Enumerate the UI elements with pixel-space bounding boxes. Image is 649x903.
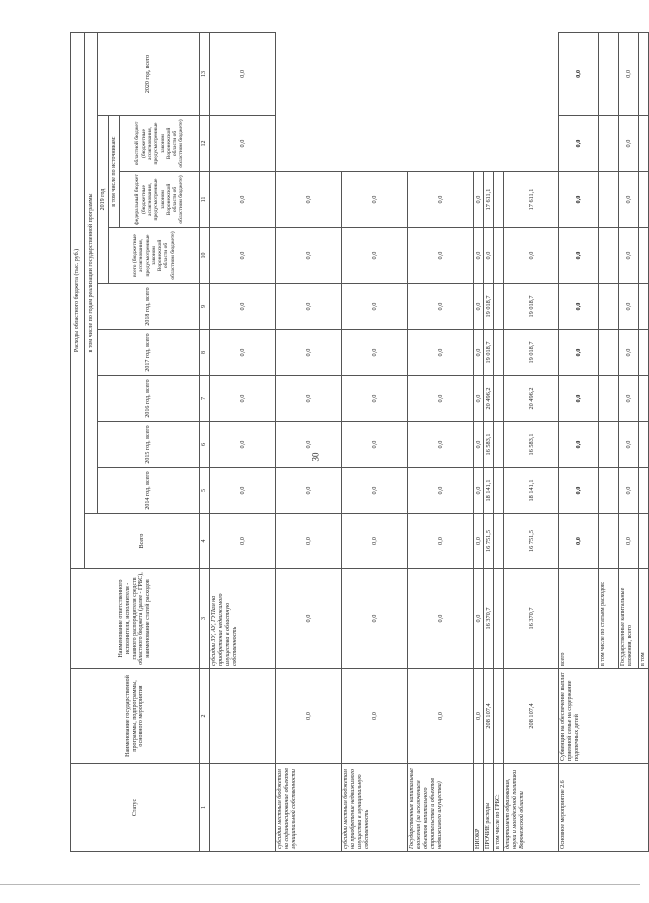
expense-value: 208 107,4 — [484, 669, 494, 764]
expense-value — [639, 172, 649, 228]
expense-label: субсидии местным бюджетам на приобретение недвижимого имущества в муниципальную собственность — [342, 764, 408, 852]
expense-label: в том — [639, 569, 649, 669]
table-row — [559, 32, 599, 851]
expense-label: субсидии местным бюджетам на софинансирование объектов муниципальной собственности — [276, 764, 342, 852]
expense-value: 0,0 — [342, 228, 408, 284]
expense-value — [599, 468, 619, 514]
expense-value: 0,0 — [276, 172, 342, 228]
expense-value — [599, 284, 619, 330]
expense-value — [494, 172, 504, 228]
expense-value — [599, 514, 619, 569]
expense-value: 0,0 — [619, 422, 639, 468]
table-row — [210, 32, 276, 851]
measure-status: Основное мероприятие 2.6 — [559, 764, 649, 852]
expense-value: 0,0 — [210, 514, 276, 569]
expense-value: 0,0 — [210, 172, 276, 228]
page-number: 30 — [310, 452, 321, 462]
expense-value: 0,0 — [408, 569, 474, 669]
expense-label: в том числе по ГРБС: — [494, 764, 504, 852]
column-number: 8 — [200, 330, 210, 376]
expense-value: 0,0 — [210, 284, 276, 330]
table-row — [494, 32, 504, 851]
expense-value: 0,0 — [474, 569, 484, 669]
expense-value — [639, 330, 649, 376]
header-total: Всего — [85, 514, 200, 569]
expense-value: 0,0 — [408, 330, 474, 376]
expense-value: 0,0 — [559, 284, 599, 330]
header-2016: 2016 год, всего — [98, 376, 200, 422]
expense-value: 0,0 — [342, 422, 408, 468]
table-row — [408, 32, 474, 851]
expense-value: 19 018,7 — [504, 330, 559, 376]
expense-value: 0,0 — [559, 376, 599, 422]
footer-rule — [0, 884, 640, 885]
expense-value: 0,0 — [408, 468, 474, 514]
expense-label: НИОКР — [474, 764, 484, 852]
expense-value: 0,0 — [619, 376, 639, 422]
expense-value: 0,0 — [342, 330, 408, 376]
expense-value: 0,0 — [484, 228, 494, 284]
expense-label: в том числе по статьям расходов: — [599, 569, 619, 669]
expense-value — [599, 116, 619, 172]
expense-value — [494, 569, 504, 669]
expense-value: 0,0 — [210, 422, 276, 468]
expense-value: 0,0 — [342, 514, 408, 569]
expense-value: 0,0 — [619, 228, 639, 284]
header-status: Статус — [71, 764, 200, 852]
expense-value: 0,0 — [559, 468, 599, 514]
expense-value: 0,0 — [276, 284, 342, 330]
expense-value: 0,0 — [619, 32, 639, 115]
expense-value: 0,0 — [408, 228, 474, 284]
header-by-years: в том числе по годам реализации государственной программы — [85, 32, 98, 513]
expense-value: 0,0 — [619, 172, 639, 228]
expense-value: 0,0 — [559, 228, 599, 284]
expense-value: 0,0 — [210, 376, 276, 422]
expense-value: 0,0 — [619, 468, 639, 514]
expense-value — [494, 284, 504, 330]
measure-rows — [559, 32, 649, 851]
expense-value — [599, 376, 619, 422]
budget-table — [70, 32, 649, 852]
expense-value: 0,0 — [210, 32, 276, 115]
expense-value: 0,0 — [474, 669, 484, 764]
expense-value: 0,0 — [474, 228, 484, 284]
expense-value: 20 496,2 — [504, 376, 559, 422]
expense-label: всего — [559, 569, 599, 669]
expense-value — [639, 284, 649, 330]
expense-value: 16 370,7 — [484, 569, 494, 669]
expense-value: 0,0 — [619, 330, 639, 376]
expense-value: 16 751,5 — [484, 514, 494, 569]
expense-value: 0,0 — [276, 228, 342, 284]
expense-value: 0,0 — [504, 228, 559, 284]
expense-value — [494, 514, 504, 569]
expense-value: 0,0 — [276, 514, 342, 569]
expense-value — [639, 116, 649, 172]
expense-value: 0,0 — [342, 172, 408, 228]
expense-value: 17 611,1 — [504, 172, 559, 228]
column-number: 6 — [200, 422, 210, 468]
expense-value — [599, 330, 619, 376]
expense-value — [494, 468, 504, 514]
column-number: 2 — [200, 669, 210, 764]
expense-value: 0,0 — [276, 330, 342, 376]
expense-label: ПРОЧИЕ расходы — [484, 764, 494, 852]
expense-value: 0,0 — [559, 422, 599, 468]
expense-value — [639, 422, 649, 468]
expense-value — [494, 228, 504, 284]
expense-value: 0,0 — [210, 116, 276, 172]
expense-label: департамент образования, науки и молодежной политики Воронежской области — [504, 764, 559, 852]
measure-name: Субвенции на обеспечение выплат приемной семье на содержание подопечных детей — [559, 669, 649, 764]
expense-value: 0,0 — [342, 468, 408, 514]
expense-value — [599, 172, 619, 228]
expense-value: 0,0 — [276, 422, 342, 468]
expense-value: 0,0 — [276, 569, 342, 669]
expense-value — [639, 514, 649, 569]
expense-value: 0,0 — [342, 284, 408, 330]
expense-value: 0,0 — [619, 284, 639, 330]
header-program-name: Наименование государственной программы, подпрограммы, основного мероприятия — [71, 669, 200, 764]
expense-value: 0,0 — [474, 284, 484, 330]
expense-value — [494, 376, 504, 422]
expense-value — [494, 422, 504, 468]
column-number: 4 — [200, 514, 210, 569]
header-federal: федеральный бюджет (бюджетные ассигнования, предусмотренные законом Воронежской области об областном бюджете) — [120, 172, 200, 228]
expense-value: 0,0 — [408, 514, 474, 569]
expense-value — [599, 422, 619, 468]
expense-value: 0,0 — [559, 172, 599, 228]
budget-table-rotated — [70, 32, 647, 852]
expense-value — [639, 32, 649, 115]
table-row — [504, 32, 559, 851]
expense-value — [599, 32, 619, 115]
header-2015: 2015 год, всего — [98, 422, 200, 468]
expense-value: 0,0 — [559, 32, 599, 115]
expense-value: 19 018,7 — [504, 284, 559, 330]
expense-value: 18 141,1 — [504, 468, 559, 514]
expense-value: 208 107,4 — [504, 669, 559, 764]
expense-value: 0,0 — [276, 468, 342, 514]
column-number: 9 — [200, 284, 210, 330]
expense-label: Государственные капитальные вложения (за исключением объектов капитального строительства и объектов недвижимого имущества) — [408, 764, 474, 852]
header-expenses-title: Расходы областного бюджета (тыс. руб.) — [71, 32, 85, 568]
expense-value: 0,0 — [408, 376, 474, 422]
column-number: 10 — [200, 228, 210, 284]
expense-value — [639, 376, 649, 422]
expense-rows — [276, 32, 559, 851]
expense-value — [599, 228, 619, 284]
column-numbers-row — [200, 32, 210, 851]
column-number: 5 — [200, 468, 210, 514]
column-number: 12 — [200, 116, 210, 172]
expense-value: 0,0 — [474, 172, 484, 228]
expense-value: 0,0 — [619, 116, 639, 172]
header-2019-total: всего (бюджетные ассигнования, предусмотренные законом Воронежской области об областном бюджете) — [109, 228, 200, 284]
expense-value: 0,0 — [474, 422, 484, 468]
expense-value — [639, 468, 649, 514]
expense-value — [639, 228, 649, 284]
expense-value: 20 496,2 — [484, 376, 494, 422]
expense-value: 0,0 — [408, 284, 474, 330]
header-regional: областной бюджет (бюджетные ассигнования, предусмотренные законом Воронежской области об областном бюджете) — [120, 116, 200, 172]
column-number: 11 — [200, 172, 210, 228]
expense-value: 0,0 — [342, 669, 408, 764]
header-2017: 2017 год, всего — [98, 330, 200, 376]
expense-value: 16 583,1 — [504, 422, 559, 468]
expense-label: Государственные капитальные вложения, всего — [619, 569, 639, 669]
expense-value — [494, 669, 504, 764]
header-2019: 2019 год — [98, 116, 109, 284]
expense-value: 0,0 — [408, 669, 474, 764]
expense-value: 0,0 — [619, 514, 639, 569]
expense-value — [494, 330, 504, 376]
expense-value: 0,0 — [474, 376, 484, 422]
expense-value: 19 018,7 — [484, 284, 494, 330]
expense-label: субсидии ЗУ, АУ, ГУПам на приобретение недвижимого имущества в областную собственность — [210, 569, 276, 669]
expense-value: 19 018,7 — [484, 330, 494, 376]
expense-value: 0,0 — [474, 514, 484, 569]
expense-value: 0,0 — [276, 376, 342, 422]
expense-value: 17 611,1 — [484, 172, 494, 228]
expense-value: 0,0 — [342, 376, 408, 422]
expense-value: 18 141,1 — [484, 468, 494, 514]
table-row — [342, 32, 408, 851]
expense-value: 0,0 — [408, 172, 474, 228]
column-number: 3 — [200, 569, 210, 669]
status-cell-empty — [210, 764, 276, 852]
column-number: 1 — [200, 764, 210, 852]
column-number: 13 — [200, 32, 210, 115]
table-row — [474, 32, 484, 851]
expense-value: 0,0 — [559, 116, 599, 172]
column-number: 7 — [200, 376, 210, 422]
expense-value: 16 583,1 — [484, 422, 494, 468]
expense-value: 16 370,7 — [504, 569, 559, 669]
header-by-sources: в том числе по источникам: — [109, 116, 120, 228]
expense-value: 0,0 — [210, 330, 276, 376]
expense-value: 0,0 — [276, 669, 342, 764]
expense-value: 16 751,5 — [504, 514, 559, 569]
expense-value: 0,0 — [474, 468, 484, 514]
expense-value: 0,0 — [559, 514, 599, 569]
header-2020: 2020 год, всего — [98, 32, 200, 115]
table-row — [484, 32, 494, 851]
header-2018: 2018 год, всего — [98, 284, 200, 330]
header-executor: Наименование ответственного исполнителя, исполнителя - главного распорядителя средств областного бюджета (далее - ГРБС), наименование статей расходов — [71, 569, 200, 669]
header-2014: 2014 год, всего — [98, 468, 200, 514]
expense-value: 0,0 — [342, 569, 408, 669]
expense-value: 0,0 — [408, 422, 474, 468]
expense-value: 0,0 — [559, 330, 599, 376]
expense-value: 0,0 — [474, 330, 484, 376]
program-cell-empty — [210, 669, 276, 764]
expense-value: 0,0 — [210, 468, 276, 514]
expense-value: 0,0 — [210, 228, 276, 284]
table-row — [276, 32, 342, 851]
